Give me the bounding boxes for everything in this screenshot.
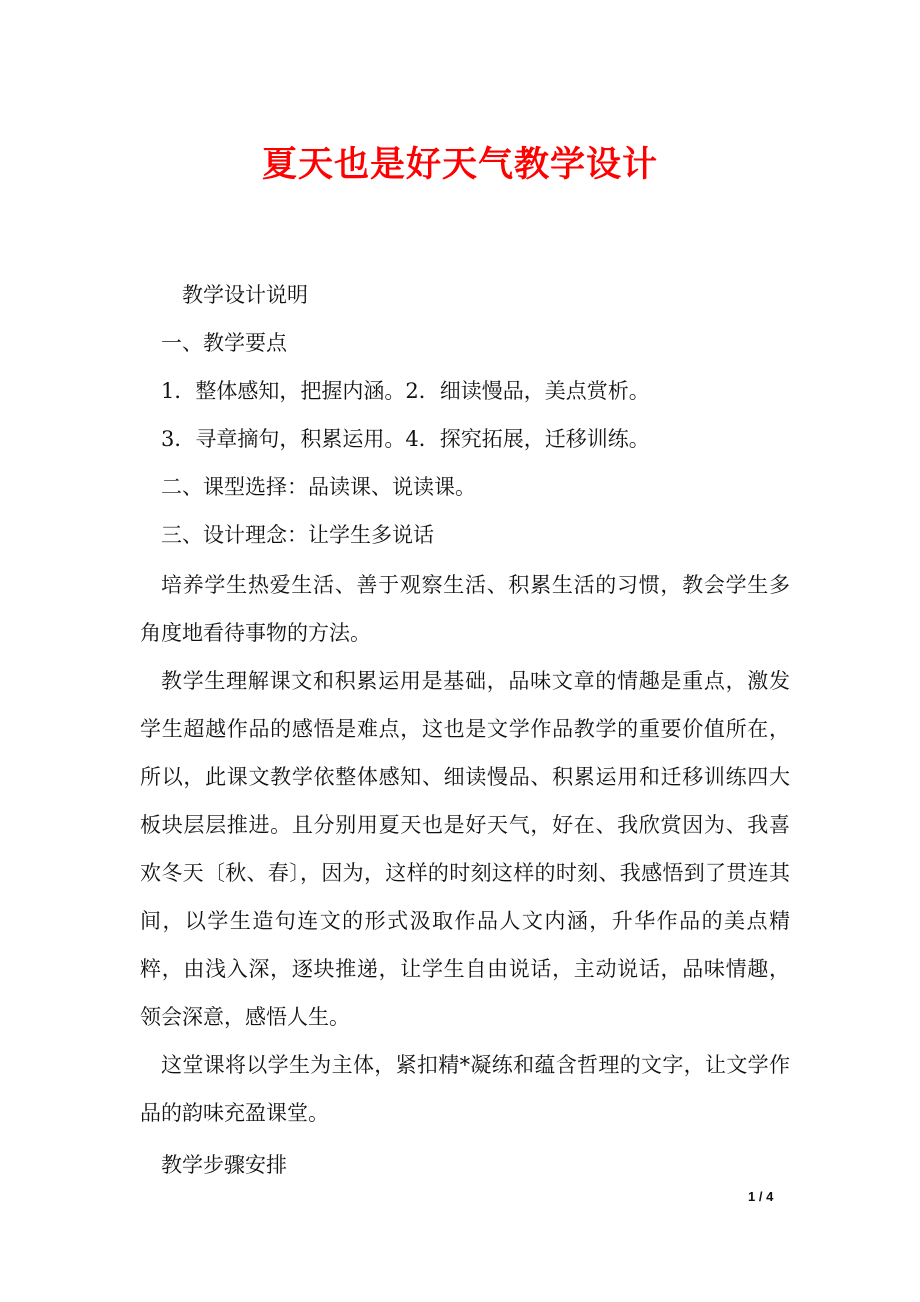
page-number: 1 / 4 <box>748 1189 774 1204</box>
points-line-1: 1．整体感知，把握内涵。2．细读慢品，美点赏析。 <box>161 379 650 403</box>
paragraph-2: 教学生理解课文和积累运用是基础，品味文章的情趣是重点，激发学生超越作品的感悟是难点，这也是文学作品教学的重要价值所在，所以，此课文教学依整体感知、细读慢品、积累运用和迁移训练四大板块层层推进。且分别用夏天也是好天气，好在、我欣赏因为、我喜欢冬天〔秋、春〕，因为，这样的时刻这样的时刻、我感悟到了贯连其间，以学生造句连文的形式汲取作品人文内涵，升华作品的美点精粹，由浅入深，逐块推递，让学生自由说话，主动说话，品味情趣，领会深意，感悟人生。 <box>140 669 790 1029</box>
paragraph-3: 这堂课将以学生为主体，紧扣精*凝练和蕴含哲理的文字，让文学作品的韵味充盈课堂。 <box>140 1053 790 1125</box>
section2-heading: 二、课型选择：品读课、说读课。 <box>161 475 476 499</box>
section3-heading: 三、设计理念：让学生多说话 <box>161 523 434 547</box>
paragraph-1: 培养学生热爱生活、善于观察生活、积累生活的习惯，教会学生多角度地看待事物的方法。 <box>140 573 790 645</box>
section1-heading: 一、教学要点 <box>161 331 287 355</box>
steps-heading: 教学步骤安排 <box>161 1153 287 1177</box>
subheading: 教学设计说明 <box>182 283 308 307</box>
points-line-2: 3．寻章摘句，积累运用。4．探究拓展，迁移训练。 <box>161 427 650 451</box>
document-title: 夏天也是好天气教学设计 <box>261 144 658 185</box>
